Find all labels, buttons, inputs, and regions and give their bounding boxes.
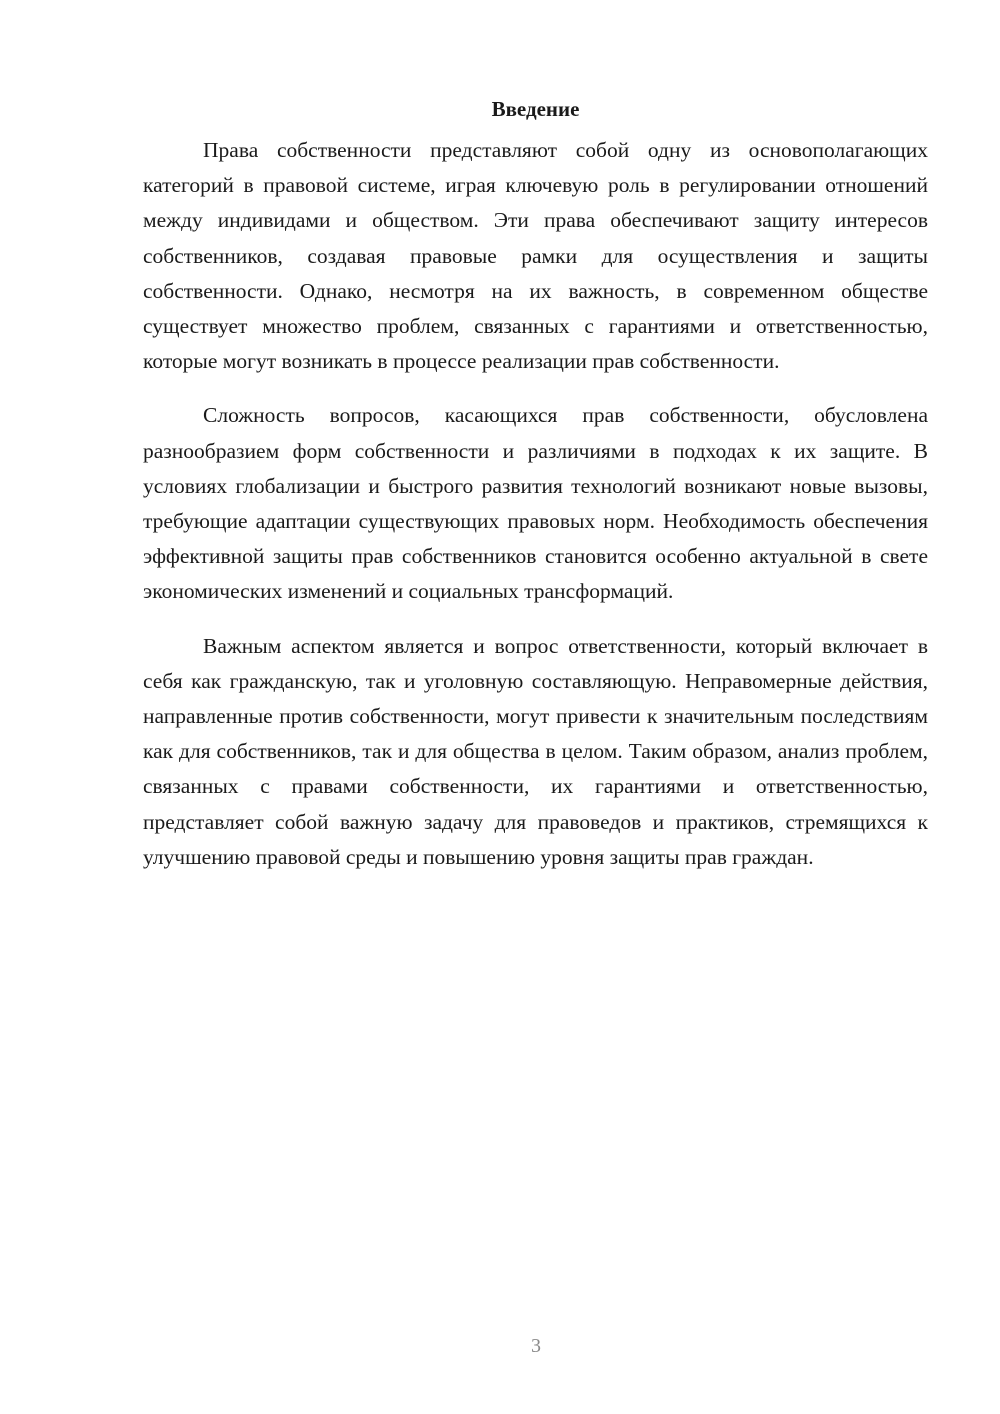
paragraph-3: Важным аспектом является и вопрос ответственности, который включает в себя как гражданскую, так и уголовную составляющую. Неправомерные действия, направленные против собственности, могут привести к значительным последствиям как для собственников, так и для общества в целом. Таким образом, анализ проблем, связанных с правами собственности, их гарантиями и ответственностью, представляет собой важную задачу для правоведов и практиков, стремящихся к улучшению правовой среды и повышению уровня защиты прав граждан. [143,633,928,869]
paragraph-1: Права собственности представляют собой одну из основополагающих категорий в правовой системе, играя ключевую роль в регулировании отношений между индивидами и обществом. Эти права обеспечивают защиту интересов собственников, создавая правовые рамки для осуществления и защиты собственности. Однако, несмотря на их важность, в современном обществе существует множество проблем, связанных с гарантиями и ответственностью, которые могут возникать в процессе реализации прав собственности. [143,138,928,374]
section-title: Введение [491,97,580,121]
page-content [143,94,928,875]
paragraph-2: Сложность вопросов, касающихся прав собственности, обусловлена разнообразием форм собственности и различиями в подходах к их защите. В условиях глобализации и быстрого развития технологий возникают новые вызовы, требующие адаптации существующих правовых норм. Необходимость обеспечения эффективной защиты прав собственников становится особенно актуальной в свете экономических изменений и социальных трансформаций. [143,403,928,604]
page-number: 3 [531,1335,541,1357]
